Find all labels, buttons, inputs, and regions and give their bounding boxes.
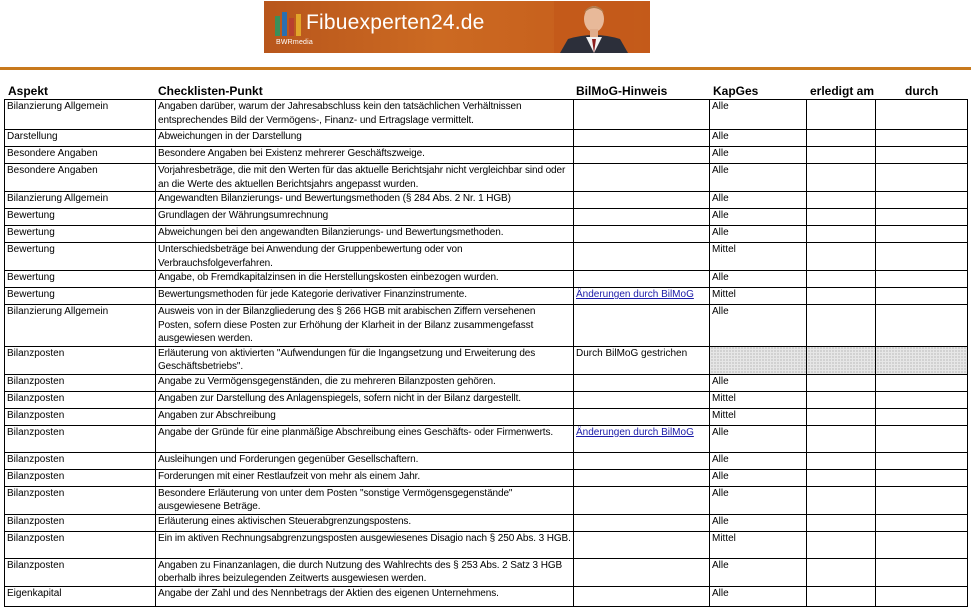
site-title: Fibuexperten24.de: [306, 11, 485, 34]
logo-bars-icon: [275, 12, 301, 36]
aspekt-cell: Bilanzposten: [5, 514, 156, 531]
bilmog-hint-cell: [574, 374, 710, 391]
table-row: [5, 469, 968, 486]
completed-by-cell[interactable]: [876, 391, 968, 408]
table-row: [5, 130, 968, 147]
completed-by-cell[interactable]: [876, 486, 968, 514]
completed-by-cell[interactable]: [876, 226, 968, 243]
completed-by-cell[interactable]: [876, 288, 968, 305]
completed-by-cell[interactable]: [876, 408, 968, 425]
aspekt-cell: Bewertung: [5, 243, 156, 271]
checklist-point-cell: Angabe, ob Fremdkapitalzinsen in die Herstellungskosten einbezogen wurden.: [156, 271, 574, 288]
completed-by-cell[interactable]: [876, 469, 968, 486]
table-row: [5, 164, 968, 192]
table-row: [5, 425, 968, 452]
table-row: [5, 226, 968, 243]
checklist-point-cell: Besondere Erläuterung von unter dem Posten "sonstige Vermögensgegenstände" ausgewiesene Beträge.: [156, 486, 574, 514]
bilmog-hint-cell: [574, 586, 710, 606]
aspekt-cell: Bilanzposten: [5, 408, 156, 425]
completed-date-cell[interactable]: [807, 452, 876, 469]
kapges-cell: Alle: [710, 164, 807, 192]
completed-date-cell[interactable]: [807, 192, 876, 209]
completed-date-cell[interactable]: [807, 226, 876, 243]
aspekt-cell: Bilanzposten: [5, 374, 156, 391]
checklist-point-cell: Forderungen mit einer Restlaufzeit von mehr als einem Jahr.: [156, 469, 574, 486]
bilmog-hint-cell: [574, 305, 710, 347]
kapges-cell: Alle: [710, 192, 807, 209]
aspekt-cell: Besondere Angaben: [5, 164, 156, 192]
table-row: [5, 147, 968, 164]
checklist-point-cell: Unterschiedsbeträge bei Anwendung der Gruppenbewertung oder von Verbrauchsfolgeverfahren.: [156, 243, 574, 271]
completed-date-cell[interactable]: [807, 558, 876, 586]
bilmog-hint-cell: [574, 514, 710, 531]
kapges-cell: Alle: [710, 425, 807, 452]
checklist-point-cell: Angabe zu Vermögensgegenständen, die zu mehreren Bilanzposten gehören.: [156, 374, 574, 391]
header-aspekt: Aspekt: [8, 84, 49, 98]
completed-date-cell[interactable]: [807, 531, 876, 558]
completed-date-cell[interactable]: [807, 486, 876, 514]
table-row: [5, 391, 968, 408]
kapges-cell: Mittel: [710, 531, 807, 558]
completed-by-cell[interactable]: [876, 192, 968, 209]
bilmog-hint-cell: [574, 452, 710, 469]
bilmog-hint-cell: [574, 100, 710, 130]
kapges-cell: Mittel: [710, 243, 807, 271]
table-row: [5, 452, 968, 469]
aspekt-cell: Bilanzposten: [5, 425, 156, 452]
completed-date-cell[interactable]: [807, 288, 876, 305]
header-kapges: KapGes: [713, 84, 759, 98]
checklist-point-cell: Angaben darüber, warum der Jahresabschluss kein den tatsächlichen Verhältnissen entsprechendes Bild der Vermögens-, Finanz- und Ertragslage vermittelt.: [156, 100, 574, 130]
table-row: [5, 100, 968, 130]
completed-date-cell[interactable]: [807, 586, 876, 606]
checklist-point-cell: Angabe der Zahl und des Nennbetrags der Aktien des eigenen Unternehmens.: [156, 586, 574, 606]
table-row: [5, 288, 968, 305]
header-bilmog: BilMoG-Hinweis: [576, 84, 668, 98]
table-row: [5, 209, 968, 226]
bilmog-hint-cell: [574, 486, 710, 514]
bilmog-hint-cell: [574, 469, 710, 486]
checklist-point-cell: Vorjahresbeträge, die mit den Werten für das aktuelle Berichtsjahr nicht vergleichbar sind oder an die Werte des aktuellen Berichtsjahrs angepasst wurden.: [156, 164, 574, 192]
kapges-cell: Alle: [710, 586, 807, 606]
header-divider: [0, 67, 971, 70]
completed-by-cell[interactable]: [876, 164, 968, 192]
completed-by-cell[interactable]: [876, 243, 968, 271]
checklist-table: [4, 99, 968, 607]
checklist-point-cell: Ausweis von in der Bilanzgliederung des § 266 HGB mit arabischen Ziffern versehenen Posten, sofern diese Posten zur Erhöhung der Klarheit in der Bilanz zusammengefasst ausgewiesen werden.: [156, 305, 574, 347]
bilmog-hint-cell: [574, 147, 710, 164]
kapges-cell: Alle: [710, 209, 807, 226]
completed-by-cell[interactable]: [876, 425, 968, 452]
aspekt-cell: Bewertung: [5, 271, 156, 288]
completed-by-cell[interactable]: [876, 100, 968, 130]
checklist-point-cell: Angaben zu Finanzanlagen, die durch Nutzung des Wahlrechts des § 253 Abs. 2 Satz 3 HGB oberhalb ihres beizulegenden Zeitwerts ausgewiesen werden.: [156, 558, 574, 586]
aspekt-cell: Bilanzierung Allgemein: [5, 192, 156, 209]
aspekt-cell: Bilanzposten: [5, 346, 156, 374]
checklist-point-cell: Ein im aktiven Rechnungsabgrenzungsposten ausgewiesenes Disagio nach § 250 Abs. 3 HGB.: [156, 531, 574, 558]
bilmog-hint-cell: [574, 130, 710, 147]
kapges-cell: Alle: [710, 469, 807, 486]
table-row: [5, 374, 968, 391]
bilmog-hint-cell: [574, 391, 710, 408]
checklist-point-cell: Grundlagen der Währungsumrechnung: [156, 209, 574, 226]
completed-by-cell[interactable]: [876, 130, 968, 147]
checklist-point-cell: Besondere Angaben bei Existenz mehrerer Geschäftszweige.: [156, 147, 574, 164]
table-row: [5, 486, 968, 514]
aspekt-cell: Eigenkapital: [5, 586, 156, 606]
bilmog-hint-cell: [574, 531, 710, 558]
completed-date-cell[interactable]: [807, 374, 876, 391]
table-row: [5, 243, 968, 271]
bilmog-hint-cell: [574, 192, 710, 209]
column-headers: [0, 84, 971, 100]
aspekt-cell: Bilanzposten: [5, 391, 156, 408]
aspekt-cell: Bilanzierung Allgemein: [5, 100, 156, 130]
kapges-cell: Mittel: [710, 288, 807, 305]
completed-date-cell[interactable]: [807, 514, 876, 531]
checklist-point-cell: Angaben zur Darstellung des Anlagenspiegels, sofern nicht in der Bilanz dargestellt.: [156, 391, 574, 408]
kapges-cell: Alle: [710, 486, 807, 514]
completed-date-cell[interactable]: [807, 346, 876, 374]
completed-date-cell[interactable]: [807, 305, 876, 347]
aspekt-cell: Bilanzierung Allgemein: [5, 305, 156, 347]
aspekt-cell: Bewertung: [5, 226, 156, 243]
kapges-cell: Alle: [710, 452, 807, 469]
aspekt-cell: Bilanzposten: [5, 531, 156, 558]
bilmog-hint-cell: Durch BilMoG gestrichen: [574, 346, 710, 374]
kapges-cell: Alle: [710, 514, 807, 531]
table-row: [5, 192, 968, 209]
completed-by-cell[interactable]: [876, 558, 968, 586]
completed-by-cell[interactable]: [876, 147, 968, 164]
checklist-point-cell: Ausleihungen und Forderungen gegenüber Gesellschaftern.: [156, 452, 574, 469]
person-photo-icon: [554, 1, 634, 53]
aspekt-cell: Bilanzposten: [5, 452, 156, 469]
bilmog-hint-cell: [574, 164, 710, 192]
bilmog-changes-link[interactable]: Änderungen durch BilMoG: [576, 426, 694, 438]
bilmog-hint-cell: [574, 243, 710, 271]
header-checkliste: Checklisten-Punkt: [158, 84, 263, 98]
kapges-cell: Alle: [710, 374, 807, 391]
aspekt-cell: Bilanzposten: [5, 558, 156, 586]
bilmog-hint-cell: [574, 226, 710, 243]
completed-by-cell[interactable]: [876, 209, 968, 226]
checklist-point-cell: Abweichungen in der Darstellung: [156, 130, 574, 147]
aspekt-cell: Bewertung: [5, 288, 156, 305]
site-banner[interactable]: [264, 1, 650, 53]
table-row: [5, 271, 968, 288]
bilmog-hint-cell: [574, 209, 710, 226]
table-row: [5, 305, 968, 347]
completed-by-cell[interactable]: [876, 374, 968, 391]
table-row: [5, 531, 968, 558]
checklist-point-cell: Angabe der Gründe für eine planmäßige Abschreibung eines Geschäfts- oder Firmenwerts.: [156, 425, 574, 452]
header-erledigt: erledigt am: [810, 84, 875, 98]
completed-date-cell[interactable]: [807, 425, 876, 452]
kapges-cell: Alle: [710, 558, 807, 586]
completed-date-cell[interactable]: [807, 408, 876, 425]
aspekt-cell: Besondere Angaben: [5, 147, 156, 164]
completed-date-cell[interactable]: [807, 164, 876, 192]
kapges-cell: Mittel: [710, 391, 807, 408]
bilmog-hint-cell: [574, 271, 710, 288]
kapges-cell: Alle: [710, 147, 807, 164]
bilmog-changes-link[interactable]: Änderungen durch BilMoG: [576, 289, 694, 300]
completed-by-cell[interactable]: [876, 271, 968, 288]
table-row: [5, 586, 968, 606]
completed-date-cell[interactable]: [807, 271, 876, 288]
table-row: [5, 558, 968, 586]
bilmog-hint-cell: [574, 288, 710, 305]
aspekt-cell: Bilanzposten: [5, 469, 156, 486]
checklist-point-cell: Erläuterung eines aktivischen Steuerabgrenzungspostens.: [156, 514, 574, 531]
checklist-rows: [5, 100, 968, 607]
checklist-point-cell: Bewertungsmethoden für jede Kategorie derivativer Finanzinstrumente.: [156, 288, 574, 305]
completed-by-cell[interactable]: [876, 586, 968, 606]
checklist-point-cell: Abweichungen bei den angewandten Bilanzierungs- und Bewertungsmethoden.: [156, 226, 574, 243]
checklist-point-cell: Erläuterung von aktivierten "Aufwendungen für die Ingangsetzung und Erweiterung des Geschäftsbetriebs".: [156, 346, 574, 374]
checklist-point-cell: Angaben zur Abschreibung: [156, 408, 574, 425]
aspekt-cell: Bewertung: [5, 209, 156, 226]
completed-by-cell[interactable]: [876, 346, 968, 374]
brand-label: BWRmedia: [276, 39, 313, 46]
kapges-cell: [710, 346, 807, 374]
kapges-cell: Alle: [710, 226, 807, 243]
completed-by-cell[interactable]: [876, 514, 968, 531]
kapges-cell: Alle: [710, 130, 807, 147]
aspekt-cell: Bilanzposten: [5, 486, 156, 514]
bilmog-hint-cell: [574, 408, 710, 425]
header-durch: durch: [905, 84, 939, 98]
table-row: [5, 514, 968, 531]
kapges-cell: Alle: [710, 271, 807, 288]
completed-by-cell[interactable]: [876, 305, 968, 347]
table-row: [5, 346, 968, 374]
completed-date-cell[interactable]: [807, 469, 876, 486]
bilmog-hint-cell: [574, 425, 710, 452]
completed-date-cell[interactable]: [807, 391, 876, 408]
completed-date-cell[interactable]: [807, 147, 876, 164]
table-row: [5, 408, 968, 425]
completed-date-cell[interactable]: [807, 209, 876, 226]
kapges-cell: Alle: [710, 305, 807, 347]
aspekt-cell: Darstellung: [5, 130, 156, 147]
bilmog-hint-cell: [574, 558, 710, 586]
kapges-cell: Alle: [710, 100, 807, 130]
checklist-point-cell: Angewandten Bilanzierungs- und Bewertungsmethoden (§ 284 Abs. 2 Nr. 1 HGB): [156, 192, 574, 209]
completed-by-cell[interactable]: [876, 531, 968, 558]
completed-by-cell[interactable]: [876, 452, 968, 469]
completed-date-cell[interactable]: [807, 130, 876, 147]
completed-date-cell[interactable]: [807, 243, 876, 271]
kapges-cell: Mittel: [710, 408, 807, 425]
completed-date-cell[interactable]: [807, 100, 876, 130]
